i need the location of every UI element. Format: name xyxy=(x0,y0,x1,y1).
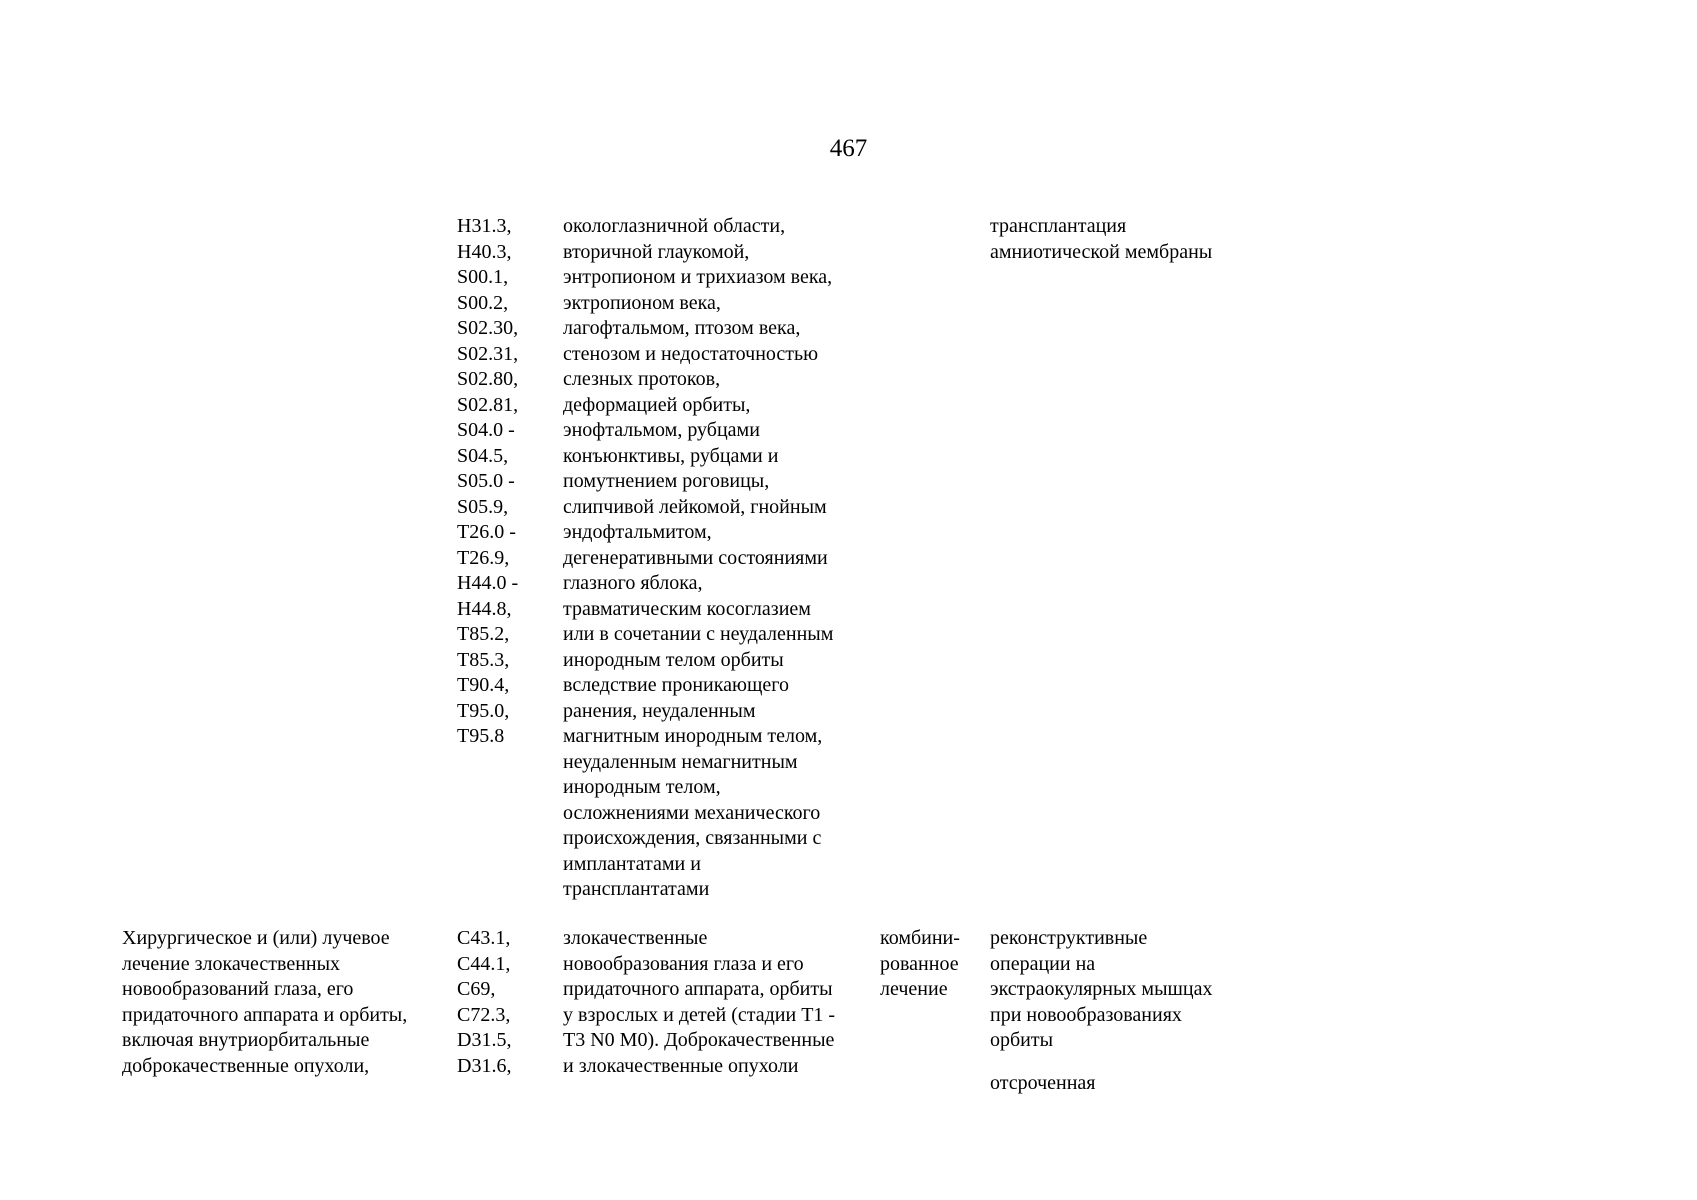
text-line: имплантатами и xyxy=(563,852,701,875)
text-line: H44.8, xyxy=(457,597,512,620)
text-line: T26.0 - xyxy=(457,521,516,543)
text-line: T85.2, xyxy=(457,623,510,645)
text-line: вторичной глаукомой, xyxy=(563,240,750,263)
text-line: S02.31, xyxy=(457,342,519,365)
text-line: реконструктивные xyxy=(990,927,1148,949)
text-line: лечение злокачественных xyxy=(122,952,341,975)
text-line: стенозом и недостаточностью xyxy=(563,342,819,365)
text-line: глазного яблока, xyxy=(563,572,703,594)
text-line: комбини- xyxy=(880,927,960,949)
row2-codes xyxy=(457,926,511,1079)
row1-patient-model xyxy=(563,214,833,903)
text-line: S05.9, xyxy=(457,495,509,518)
row1-codes xyxy=(457,214,518,750)
text-line: D31.5, xyxy=(457,1029,512,1051)
text-line: включая внутриорбитальные xyxy=(122,1029,370,1051)
text-line: Хирургическое и (или) лучевое xyxy=(122,927,390,949)
text-line: придаточного аппарата и орбиты, xyxy=(122,1003,408,1026)
text-line: вследствие проникающего xyxy=(563,674,789,696)
row1-method xyxy=(990,214,1212,265)
text-line: S00.1, xyxy=(457,266,509,288)
text-line: лагофтальмом, птозом века, xyxy=(563,317,801,339)
row2-patient-model xyxy=(563,926,835,1079)
text-line: S04.5, xyxy=(457,444,509,467)
text-line: C43.1, xyxy=(457,927,511,949)
text-line: C44.1, xyxy=(457,952,511,975)
text-line: лечение xyxy=(880,978,948,1000)
text-line: T85.3, xyxy=(457,648,510,671)
text-line: неудаленным немагнитным xyxy=(563,750,798,773)
text-line: трансплантатами xyxy=(563,878,710,900)
text-line: D31.6, xyxy=(457,1054,512,1077)
text-line: рованное xyxy=(880,952,959,975)
text-line: придаточного аппарата, орбиты xyxy=(563,978,833,1000)
text-line: дегенеративными состояниями xyxy=(563,546,828,569)
text-line: S02.81, xyxy=(457,393,519,416)
text-line: отсроченная xyxy=(990,1071,1096,1094)
text-line: и злокачественные опухоли xyxy=(563,1054,799,1077)
text-line: H44.0 - xyxy=(457,572,519,594)
text-line: эндофтальмитом, xyxy=(563,521,712,543)
text-line: C69, xyxy=(457,978,496,1000)
text-line: операции на xyxy=(990,952,1096,975)
text-line: C72.3, xyxy=(457,1003,511,1026)
text-line: S00.2, xyxy=(457,291,509,314)
text-line: осложнениями механического xyxy=(563,801,821,824)
text-line: T26.9, xyxy=(457,546,510,569)
text-line: или в сочетании с неудаленным xyxy=(563,623,834,645)
text-line: деформацией орбиты, xyxy=(563,393,751,416)
text-line: экстраокулярных мышцах xyxy=(990,978,1213,1000)
text-line: S02.30, xyxy=(457,317,519,339)
text-line: инородным телом, xyxy=(563,776,721,798)
text-line: энофтальмом, рубцами xyxy=(563,419,760,441)
text-line: новообразования глаза и его xyxy=(563,952,804,975)
text-line xyxy=(990,1054,1213,1071)
text-line: амниотической мембраны xyxy=(990,240,1213,263)
text-line: слезных протоков, xyxy=(563,368,721,390)
row2-care-name xyxy=(122,926,407,1079)
text-line: злокачественные xyxy=(563,927,708,949)
text-line: T95.8 xyxy=(457,725,505,747)
text-line: слипчивой лейкомой, гнойным xyxy=(563,495,827,518)
text-line: H40.3, xyxy=(457,240,512,263)
text-line: происхождения, связанными с xyxy=(563,827,822,849)
row2-treatment-type xyxy=(880,926,960,1003)
text-line: доброкачественные опухоли, xyxy=(122,1054,370,1077)
text-line: трансплантация xyxy=(990,215,1127,237)
text-line: T90.4, xyxy=(457,674,510,696)
text-line: энтропионом и трихиазом века, xyxy=(563,266,833,288)
text-line: орбиты xyxy=(990,1029,1054,1051)
text-line: инородным телом орбиты xyxy=(563,648,784,671)
text-line: помутнением роговицы, xyxy=(563,470,770,492)
text-line: S02.80, xyxy=(457,368,519,390)
text-line: S04.0 - xyxy=(457,419,515,441)
text-line: T95.0, xyxy=(457,699,510,722)
text-line: окологлазничной области, xyxy=(563,215,786,237)
text-line: магнитным инородным телом, xyxy=(563,725,823,747)
text-line: T3 N0 M0). Доброкачественные xyxy=(563,1029,835,1051)
text-line: H31.3, xyxy=(457,215,512,237)
text-line: новообразований глаза, его xyxy=(122,978,354,1000)
page-number: 467 xyxy=(829,135,868,162)
text-line: эктропионом века, xyxy=(563,291,721,314)
text-line: травматическим косоглазием xyxy=(563,597,811,620)
text-line: S05.0 - xyxy=(457,470,515,492)
text-line: конъюнктивы, рубцами и xyxy=(563,444,779,467)
text-line: ранения, неудаленным xyxy=(563,699,756,722)
row2-method xyxy=(990,926,1213,1096)
text-line: при новообразованиях xyxy=(990,1003,1182,1026)
text-line: у взрослых и детей (стадии T1 - xyxy=(563,1003,836,1026)
